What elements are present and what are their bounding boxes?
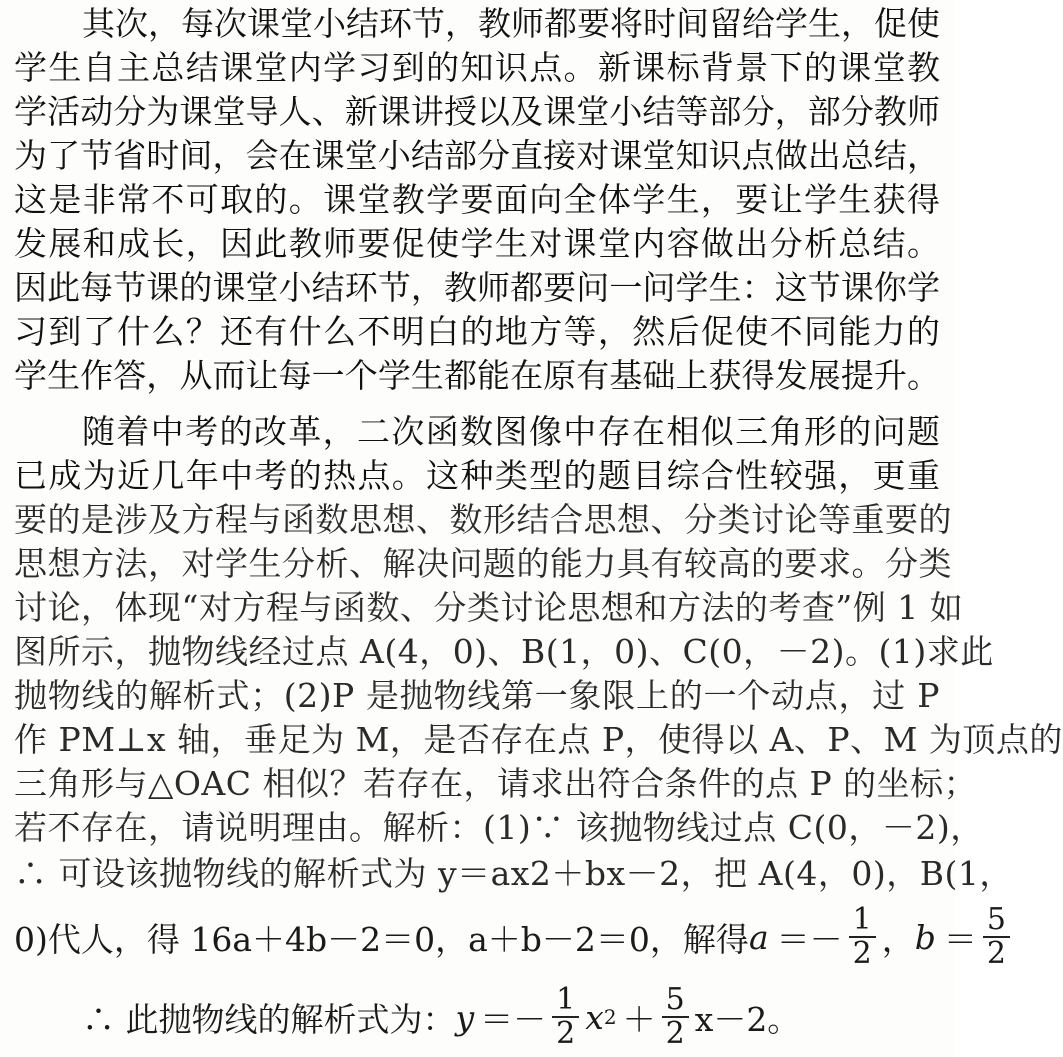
variable-y: y (455, 997, 475, 1037)
text-line: ∴ 可设该抛物线的解析式为 y＝ax2＋bx－2，把 A(4，0)，B(1， (14, 854, 1013, 893)
fraction-a (849, 904, 876, 970)
text-line: 讨论，体现“对方程与函数、分类讨论思想和方法的考查”例 1 如 (14, 588, 964, 627)
text-line: 因此每节课的课堂小结环节，教师都要问一问学生：这节课你学 (14, 268, 940, 307)
plus: ＋ (622, 999, 656, 1039)
fraction-numerator: 5 (665, 982, 685, 1017)
text-line: 随着中考的改革，二次函数图像中存在相似三角形的问题 (82, 412, 940, 451)
fraction-numerator: 5 (986, 902, 1006, 937)
result-text: ∴ 此抛物线的解析式为： (82, 999, 456, 1039)
result-line: ∴ 此抛物线的解析式为： y ＝－ $\frac{1}{2}$ x 2 ＋ $\frac{5}{2}$ x－2。 (82, 982, 801, 1051)
text-line: 学生作答，从而让每一个学生都能在原有基础上获得发展提升。 (14, 356, 940, 395)
text-line: 思想方法，对学生分析、解决问题的能力具有较高的要求。分类 (14, 544, 952, 583)
text-line: 作 PM⊥x 轴，垂足为 M，是否存在点 P，使得以 A、P、M 为顶点的 (14, 720, 1063, 759)
text-line: 为了节省时间，会在课堂小结部分直接对课堂知识点做出总结， (14, 136, 940, 175)
fraction-second (662, 984, 689, 1050)
text-line: 这是非常不可取的。课堂教学要面向全体学生，要让学生获得 (14, 180, 940, 219)
fraction-denominator: 2 (986, 936, 1006, 971)
equals-minus: ＝－ (776, 919, 843, 959)
text-line: 发展和成长，因此教师要促使学生对课堂内容做出分析总结。 (14, 224, 940, 263)
fraction-denominator: 2 (852, 936, 872, 971)
fraction-denominator: 2 (556, 1016, 576, 1051)
text-line: 习到了什么？还有什么不明白的地方等，然后促使不同能力的 (14, 312, 940, 351)
equals-minus: ＝－ (480, 999, 547, 1039)
solution-text: 0)代人，得 16a＋4b－2＝0，a＋b－2＝0，解得 (14, 919, 749, 959)
fraction-first (552, 984, 579, 1050)
fraction-numerator: 1 (556, 982, 576, 1017)
variable-x: x (585, 997, 604, 1037)
text-line: 图所示，抛物线经过点 A(4，0)、B(1，0)、C(0，－2)。(1)求此 (14, 632, 994, 671)
text-line: 学活动分为课堂导人、新课讲授以及课堂小结等部分，部分教师 (14, 92, 940, 131)
text-line: 要的是涉及方程与函数思想、数形结合思想、分类讨论等重要的 (14, 500, 952, 539)
fraction-denominator: 2 (665, 1016, 685, 1051)
text-line: 已成为近几年中考的热点。这种类型的题目综合性较强，更重 (14, 456, 940, 495)
variable-b: b (914, 917, 936, 957)
solution-line (14, 902, 1006, 972)
result-tail: x－2。 (694, 999, 801, 1039)
fraction-numerator: 1 (852, 902, 872, 937)
fraction-b (983, 904, 1010, 970)
text-line: 若不存在，请说明理由。解析：(1)∵ 该抛物线过点 C(0，－2)， (14, 808, 984, 847)
text-line: 抛物线的解析式；(2)P 是抛物线第一象限上的一个动点，过 P (14, 676, 940, 715)
comma: ， (881, 919, 915, 959)
text-line: 学生自主总结课堂内学习到的知识点。新课标背景下的课堂教 (14, 48, 940, 87)
text-line: 三角形与△OAC 相似？若存在，请求出符合条件的点 P 的坐标； (14, 764, 978, 803)
equals: ＝ (943, 919, 977, 959)
text-line: 其次，每次课堂小结环节，教师都要将时间留给学生，促使 (82, 4, 940, 43)
variable-a: a (748, 917, 769, 957)
